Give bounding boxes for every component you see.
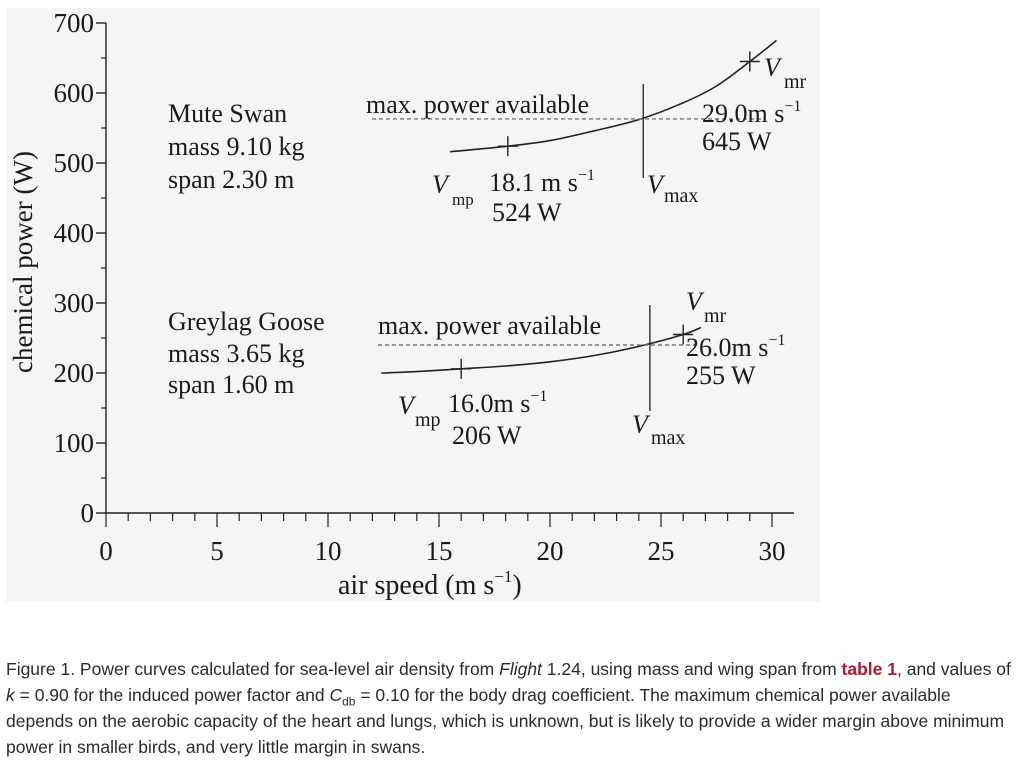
x-tick-label-5: 5 xyxy=(210,536,224,566)
svg-text:V: V xyxy=(647,170,663,199)
svg-text:V: V xyxy=(398,391,414,420)
y-axis-label: chemical power (W) xyxy=(8,151,38,373)
y-tick-label-600: 600 xyxy=(53,78,94,108)
swan-vmr-label xyxy=(702,53,807,156)
x-axis-label: air speed (m $s^{-1}$) xyxy=(338,567,522,601)
svg-text:V: V xyxy=(686,287,702,316)
svg-text:V: V xyxy=(432,170,448,199)
y-tick-label-0: 0 xyxy=(80,498,94,528)
x-tick-label-30: 30 xyxy=(758,536,786,566)
svg-text:18.1 m s−1: 18.1 m $s^{-1}$ xyxy=(489,167,595,197)
swan-mass: mass 9.10 kg xyxy=(168,132,305,161)
y-tick-label-100: 100 xyxy=(53,428,94,458)
y-tick-label-500: 500 xyxy=(53,148,94,178)
svg-text:mr: mr xyxy=(784,71,807,93)
svg-text:524 W: 524 W xyxy=(492,198,562,227)
svg-text:max: max xyxy=(664,185,699,207)
svg-text:mp: mp xyxy=(452,190,474,209)
table-1-link[interactable]: table 1 xyxy=(841,659,897,679)
x-tick-label-0: 0 xyxy=(99,536,113,566)
y-tick-label-400: 400 xyxy=(53,218,94,248)
svg-text:645 W: 645 W xyxy=(702,127,772,156)
y-tick-label-700: 700 xyxy=(53,8,94,38)
svg-text:V: V xyxy=(632,410,648,439)
svg-text:max: max xyxy=(651,427,686,449)
x-ticks xyxy=(99,513,785,566)
goose-name: Greylag Goose xyxy=(168,307,325,336)
swan-vmax-label xyxy=(647,170,698,207)
svg-text:V: V xyxy=(764,53,780,82)
svg-text:16.0m s−1: 16.0m $s^{-1}$ xyxy=(448,388,548,418)
y-tick-label-200: 200 xyxy=(53,358,94,388)
goose-span: span 1.60 m xyxy=(168,370,295,399)
swan-span: span 2.30 m xyxy=(168,165,295,194)
svg-text:29.0m s−1: 29.0m $s^{-1}$ xyxy=(702,98,802,128)
goose-vmax-label xyxy=(632,410,685,449)
svg-text:mp: mp xyxy=(415,409,441,431)
svg-text:206 W: 206 W xyxy=(452,421,522,450)
goose-info xyxy=(168,307,325,399)
svg-text:mr: mr xyxy=(704,305,727,327)
goose-vmp-label xyxy=(398,388,547,450)
goose-vmr-label xyxy=(686,287,785,390)
x-tick-label-25: 25 xyxy=(647,536,675,566)
swan-vmp-label xyxy=(432,167,595,227)
swan-name: Mute Swan xyxy=(168,99,288,128)
swan-info xyxy=(168,99,305,194)
y-ticks xyxy=(54,8,107,528)
goose-max-power-label: max. power available xyxy=(378,311,602,340)
goose-mass: mass 3.65 kg xyxy=(168,339,305,368)
y-tick-label-300: 300 xyxy=(53,288,94,318)
figure-caption: Figure 1. Power curves calculated for sea-level air density from Flight 1.24, using mass and wing span from table 1, and values of k = 0.90 for the induced power factor and $C_{db} = 0.10$ for the body drag coefficient. The maximum chemical power available depends on the aerobic capacity of the heart and lungs, which is unknown, but is likely to provide a wider margin above minimum power in smaller birds, and very little margin in swans. xyxy=(6,659,1011,757)
x-tick-label-10: 10 xyxy=(314,536,342,566)
svg-text:255 W: 255 W xyxy=(686,361,756,390)
svg-text:26.0m s−1: 26.0m $s^{-1}$ xyxy=(686,332,786,362)
x-tick-label-15: 15 xyxy=(425,536,453,566)
x-tick-label-20: 20 xyxy=(536,536,564,566)
swan-max-power-label: max. power available xyxy=(366,90,590,119)
